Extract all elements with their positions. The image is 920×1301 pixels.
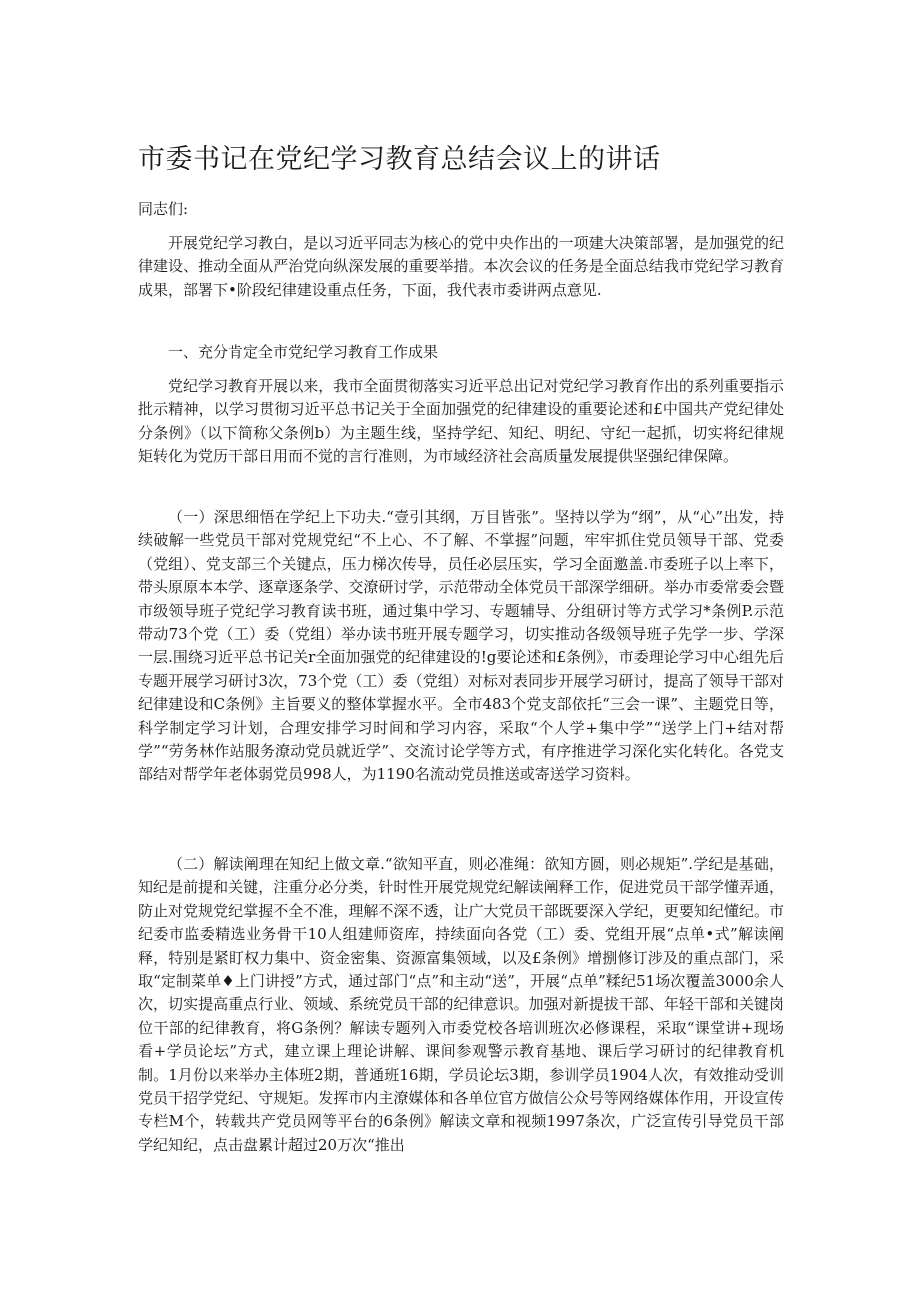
point-2-paragraph: （二）解读阐理在知纪上做文章.“欲知平直，则必准绳：欲知方圆，则必规矩”.学纪是基础，知纪是前提和关键，注重分必分类，针时性开展党规党纪解读阐释工作，促进党员干部学懂弄通，防止对党规党纪掌握不全不准，理解不深不透，让广大党员干部既要深入学纪，更要知纪懂纪。市纪委市监委精选业务骨干10人组建师资库，持续面向各党（工）委、党组开展“点单•式”解读阐释，特别是紧盯权力集中、资金密集、资源富集领域，以及£条例》增捌修订涉及的重点部门，采取“定制菜单♦上门讲授”方式，通过部门“点”和主动“送”，开展“点单”糅纪51场次覆盖3000余人次，切实提高重点行业、领域、系统党员干部的纪律意识。加强对新提拔干部、年轻干部和关键岗位干部的纪律教育，将G条例？解读专题列入市委党校各培训班次必修课程，采取“课堂讲+现场看+学员论坛”方式，建立课上理论讲解、课间参观警示教育基地、课后学习研讨的纪律教育机制。1月份以来举办主体班2期，普通班16期，学员论坛3期，参训学员1904人次，有效推动受训党员干招学党纪、守规矩。发挥市内主潦媒体和各单位官方做信公众号等网络媒体作用，开设宣传专栏M个，转载共产党员网等平台的6条例》解读文章和视频1997条次，广泛宣传引导党员干部学纪知纪，点击盘累计超过20万次“推出 [138, 855, 784, 1154]
salutation: 同志们: [138, 200, 189, 218]
document-title: 市委书记在党纪学习教育总结会议上的讲话 [138, 144, 661, 175]
section1-body-paragraph: 党纪学习教育开展以来，我市全面贯彻落实习近平总出记对党纪学习教育作出的系列重要指示批示精神，以学习贯彻习近平总书记关于全面加强党的纪律建设的重要论述和£中国共产党纪律处分条例》（以下简称父条例b）为主题生线，坚持学纪、知纪、明纪、守纪一起抓，切实将纪律规矩转化为党历干部日用而不觉的言行准则，为市域经济社会高质量发展提供坚强纪律保障。 [138, 377, 784, 466]
intro-paragraph: 开展党纪学习教白，是以习近平同志为核心的党中央作出的一项建大决策部署，是加强党的纪律建设、推动全面从严治党向纵深发展的重要举措。本次会议的任务是全面总结我市党纪学习教育成果，部署下•阶段纪律建设重点任务，下面，我代表市委讲两点意见. [138, 234, 784, 299]
point-1-paragraph: （一）深思细悟在学纪上下功夫.“壹引其纲，万目皆张”。坚持以学为“纲”，从“心”出发，持续破解一些党员干部对党规党纪“不上心、不了解、不掌握”问题，牢牢抓住党员领导干部、党委（党组）、党支部三个关键点，压力梯次传导，员任必层压实，学习全面邀盖.市委班子以上率下，带头原原本本学、逐章逐条学、交潦研讨学，示范带动全体党员干部深学细研。举办市委常委会暨市级领导班子党纪学习教育读书班，通过集中学习、专题辅导、分组研讨等方式学习*条例P.示范带动73个党（工）委（党组）举办读书班开展专题学习，切实推动各级领导班子先学一步、学深一层.围绕习近平总书记关r全面加强党的纪律建设的!g要论述和£条例》，市委理论学习中心组先后专题开展学习研讨3次，73个党（工）委（党组）对标对表同步开展学习研讨，提高了领导干部对纪律建设和C条例》主旨要义的整体掌握水平。全市483个党支部依托“三会一课”、主题党日等，科学制定学习计划，合理安排学习时间和学习内容，采取“个人学+集中学”“送学上门+结对帮学”“劳务林作站服务潦动党员就近学”、交流讨论学等方式，有序推进学习深化实化转化。各党支部结对帮学年老体弱党员998人，为1190名流动党员推送或寄送学习资料。 [138, 508, 784, 784]
section-heading-1: 一、充分肯定全市党纪学习教育工作成果 [168, 343, 439, 361]
